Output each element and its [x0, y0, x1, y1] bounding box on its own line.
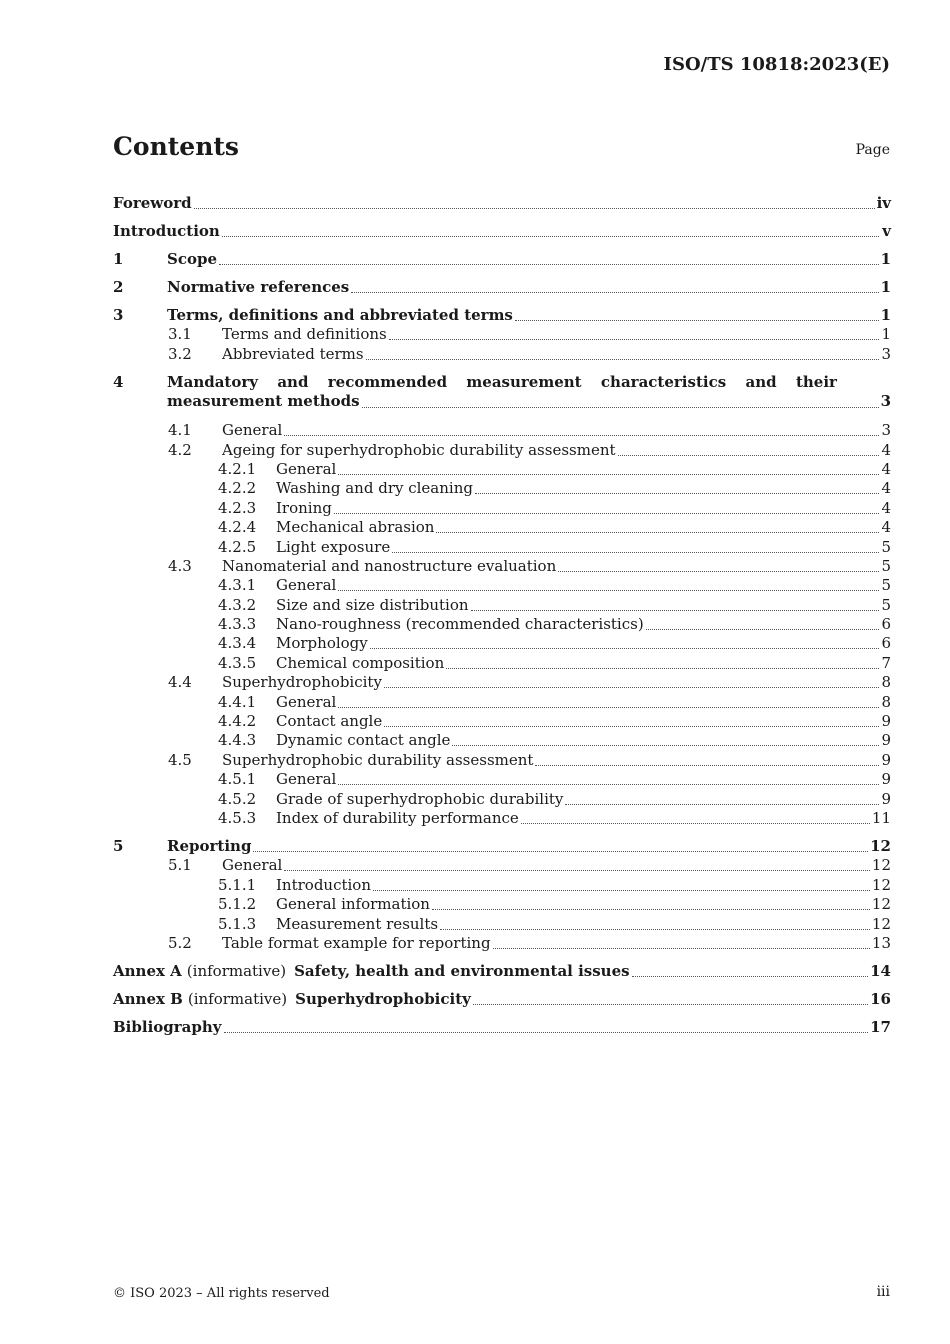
leader-dots [338, 707, 879, 708]
toc-page: 9 [881, 750, 891, 769]
toc-title: measurement methods [167, 392, 360, 411]
annex-kind: (informative) [186, 961, 287, 980]
leader-dots [493, 948, 870, 949]
leader-dots [284, 870, 870, 871]
toc-entry-4-2-4[interactable] [113, 518, 891, 537]
leader-dots [436, 532, 879, 533]
toc-entry-bibliography[interactable] [113, 1009, 891, 1037]
toc-title: General [276, 770, 337, 789]
toc-title: Washing and dry cleaning [276, 479, 473, 498]
toc-page: 13 [871, 933, 891, 952]
toc-title: Safety, health and environmental issues [294, 961, 630, 980]
annex-kind: (informative) [187, 989, 288, 1008]
toc-page: 12 [870, 836, 891, 855]
toc-page: iv [876, 194, 891, 212]
toc-entry-5-2[interactable] [113, 934, 891, 953]
leader-dots [338, 784, 879, 785]
toc-entry-4-2[interactable] [113, 440, 891, 459]
leader-dots [646, 629, 879, 630]
leader-dots [366, 359, 879, 360]
toc-number: 4.2.1 [218, 459, 257, 478]
toc-entry-normative-references[interactable] [113, 269, 891, 297]
leader-dots [284, 435, 879, 436]
toc-entry-4-2-5[interactable] [113, 537, 891, 556]
toc-page: 4 [881, 440, 891, 459]
toc-title: Nano-roughness (recommended characteristics) [276, 615, 644, 634]
toc-entry-5-1[interactable] [113, 856, 891, 875]
toc-entry-4-4-3[interactable] [113, 731, 891, 750]
toc-entry-foreword[interactable] [113, 185, 891, 213]
toc-page: 4 [881, 498, 891, 517]
toc-page: 9 [881, 770, 891, 789]
toc-page: 12 [871, 895, 891, 914]
toc-title: Grade of superhydrophobic durability [276, 789, 564, 808]
toc-page: 3 [881, 421, 891, 440]
toc-entry-4-5-1[interactable] [113, 770, 891, 789]
toc-page: 12 [871, 856, 891, 875]
annex-label: Annex B [113, 989, 183, 1008]
toc-number: 5 [113, 836, 124, 855]
toc-entry-4-5-2[interactable] [113, 789, 891, 808]
toc-title: Index of durability performance [276, 808, 519, 827]
toc-page: 16 [870, 989, 891, 1008]
toc-number: 4.5 [168, 750, 192, 769]
toc-page: 1 [881, 325, 891, 344]
leader-dots [452, 745, 879, 746]
toc-number: 5.2 [168, 933, 192, 952]
toc-number: 5.1 [168, 856, 192, 875]
toc-number: 4.3.2 [218, 595, 257, 614]
toc-entry-4-3-3[interactable] [113, 615, 891, 634]
leader-dots [334, 513, 879, 514]
toc-page: 12 [871, 914, 891, 933]
toc-title-word: and [745, 372, 777, 391]
toc-number: 4 [113, 372, 124, 391]
toc-title: Introduction [113, 222, 220, 240]
leader-dots [373, 890, 870, 891]
leader-dots [389, 339, 879, 340]
toc-title: Foreword [113, 194, 192, 212]
toc-page: 9 [881, 712, 891, 731]
toc-entry-4-4-1[interactable] [113, 692, 891, 711]
toc-number: 4.3.4 [218, 634, 257, 653]
toc-entry-4-4-2[interactable] [113, 712, 891, 731]
leader-dots [632, 976, 869, 977]
toc-page: 8 [881, 692, 891, 711]
leader-dots [558, 571, 879, 572]
toc-title-word: recommended [327, 372, 448, 391]
toc-title: Morphology [276, 634, 368, 653]
toc-page: 5 [881, 595, 891, 614]
toc-number: 4.3.3 [218, 615, 257, 634]
toc-title-line-2 [167, 392, 891, 412]
leader-dots [224, 1032, 869, 1033]
toc-number: 4.4.3 [218, 731, 257, 750]
toc-entry-introduction[interactable] [113, 213, 891, 241]
toc-entry-4-5-3[interactable] [113, 809, 891, 828]
leader-dots [440, 929, 870, 930]
toc-page: v [882, 222, 891, 240]
annex-label: Annex A [113, 961, 182, 980]
toc-title: General [222, 421, 283, 440]
toc-title-word: and [277, 372, 309, 391]
toc-entry-4-3-2[interactable] [113, 595, 891, 614]
toc-title: Chemical composition [276, 653, 445, 672]
toc-page: 6 [881, 615, 891, 634]
toc-number: 4.2.2 [218, 479, 257, 498]
toc-title-word: Mandatory [167, 372, 258, 391]
toc-entry-measurement[interactable] [113, 373, 891, 421]
toc-number: 4.2.4 [218, 518, 257, 537]
toc-entry-4-3[interactable] [113, 557, 891, 576]
toc-number: 4.5.2 [218, 789, 257, 808]
toc-entry-4-3-4[interactable] [113, 634, 891, 653]
toc-title-line-1 [167, 373, 837, 393]
toc-title-word: their [795, 372, 837, 391]
toc-page: 8 [881, 673, 891, 692]
toc-title: Table format example for reporting [222, 933, 491, 952]
toc-number: 1 [113, 250, 124, 268]
toc-title: Abbreviated terms [222, 344, 364, 363]
toc-page: 1 [880, 278, 891, 296]
toc-page: 7 [881, 653, 891, 672]
toc-number: 3.1 [168, 325, 192, 344]
toc-title: Mechanical abrasion [276, 518, 435, 537]
toc-page: 14 [870, 961, 891, 980]
toc-title: Light exposure [276, 537, 391, 556]
toc-entry-3-2[interactable] [113, 344, 891, 363]
toc-entry-4-5[interactable] [113, 750, 891, 769]
toc-page: 9 [881, 731, 891, 750]
leader-dots [370, 648, 879, 649]
toc-page: 6 [881, 634, 891, 653]
leader-dots [618, 455, 879, 456]
leader-dots [362, 407, 879, 408]
toc-title: Ironing [276, 498, 332, 517]
toc-number: 2 [113, 278, 124, 296]
toc-entry-annex-b[interactable] [113, 981, 891, 1009]
copyright-notice: © ISO 2023 – All rights reserved [113, 1286, 330, 1301]
toc-number: 4.1 [168, 421, 192, 440]
toc-number: 4.2.3 [218, 498, 257, 517]
toc-title: General [276, 692, 337, 711]
toc-title: General [276, 459, 337, 478]
toc-title: Measurement results [276, 914, 439, 933]
leader-dots [253, 851, 868, 852]
toc-title: Superhydrophobicity [222, 673, 382, 692]
toc-page: 3 [880, 392, 891, 411]
toc-title: General [276, 576, 337, 595]
toc-number: 4.3.1 [218, 576, 257, 595]
toc-entry-terms[interactable] [113, 297, 891, 325]
toc-title: Ageing for superhydrophobic durability assessment [222, 440, 616, 459]
leader-dots [222, 236, 879, 237]
toc-entry-4-2-2[interactable] [113, 479, 891, 498]
leader-dots [521, 823, 870, 824]
leader-dots [473, 1004, 868, 1005]
toc-number: 4.5.3 [218, 808, 257, 827]
toc-number: 4.4.2 [218, 712, 257, 731]
leader-dots [432, 909, 870, 910]
leader-dots [446, 668, 879, 669]
toc-number: 4.3 [168, 556, 192, 575]
leader-dots [351, 292, 878, 293]
page-title: Contents [113, 132, 240, 161]
toc-number: 4.2.5 [218, 537, 257, 556]
page-column-label: Page [855, 142, 890, 158]
toc-entry-annex-a[interactable] [113, 953, 891, 981]
toc-title: Terms and definitions [222, 325, 387, 344]
leader-dots [338, 590, 879, 591]
leader-dots [384, 726, 879, 727]
toc-title-word: characteristics [600, 372, 727, 391]
toc-page: 1 [880, 306, 891, 324]
toc-page: 4 [881, 479, 891, 498]
leader-dots [194, 208, 875, 209]
table-of-contents [113, 185, 891, 1037]
toc-title: General [222, 856, 283, 875]
toc-title: Normative references [167, 278, 350, 296]
toc-entry-reporting[interactable] [113, 828, 891, 856]
toc-title: Scope [167, 250, 218, 268]
leader-dots [565, 804, 879, 805]
toc-entry-3-1[interactable] [113, 325, 891, 344]
leader-dots [338, 474, 879, 475]
toc-number: 3.2 [168, 344, 192, 363]
toc-title: Introduction [276, 875, 371, 894]
document-id: ISO/TS 10818:2023(E) [663, 54, 890, 75]
toc-entry-4-3-5[interactable] [113, 653, 891, 672]
toc-entry-5-1-3[interactable] [113, 914, 891, 933]
toc-number: 5.1.1 [218, 875, 257, 894]
toc-number: 4.5.1 [218, 770, 257, 789]
leader-dots [384, 687, 879, 688]
toc-number: 4.2 [168, 440, 192, 459]
toc-entry-5-1-1[interactable] [113, 875, 891, 894]
toc-title: Size and size distribution [276, 595, 469, 614]
toc-page: 9 [881, 789, 891, 808]
toc-entry-4-2-1[interactable] [113, 460, 891, 479]
toc-entry-4-3-1[interactable] [113, 576, 891, 595]
toc-page: 5 [881, 576, 891, 595]
toc-title: Bibliography [113, 1017, 222, 1036]
toc-number: 5.1.2 [218, 895, 257, 914]
toc-entry-scope[interactable] [113, 241, 891, 269]
toc-title: Reporting [167, 836, 252, 855]
toc-page: 12 [871, 875, 891, 894]
leader-dots [471, 610, 879, 611]
toc-number: 3 [113, 306, 124, 324]
toc-entry-4-1[interactable] [113, 421, 891, 440]
leader-dots [515, 320, 879, 321]
toc-number: 4.4 [168, 673, 192, 692]
toc-title: Nanomaterial and nanostructure evaluation [222, 556, 557, 575]
leader-dots [392, 552, 879, 553]
leader-dots [219, 264, 879, 265]
leader-dots [475, 493, 879, 494]
toc-title: Dynamic contact angle [276, 731, 451, 750]
toc-title-word: measurement [466, 372, 582, 391]
toc-entry-5-1-2[interactable] [113, 895, 891, 914]
toc-number: 4.4.1 [218, 692, 257, 711]
toc-page: 1 [880, 250, 891, 268]
toc-title: General information [276, 895, 430, 914]
toc-page: 5 [881, 537, 891, 556]
toc-page: 17 [870, 1017, 891, 1036]
toc-entry-4-4[interactable] [113, 673, 891, 692]
page-number: iii [876, 1284, 890, 1300]
toc-title: Superhydrophobicity [295, 989, 471, 1008]
toc-page: 4 [881, 518, 891, 537]
toc-title: Superhydrophobic durability assessment [222, 750, 534, 769]
toc-page: 3 [881, 344, 891, 363]
toc-title: Terms, definitions and abbreviated terms [167, 306, 513, 324]
toc-number: 5.1.3 [218, 914, 257, 933]
toc-page: 11 [871, 808, 891, 827]
toc-title: Contact angle [276, 712, 383, 731]
toc-number: 4.3.5 [218, 653, 257, 672]
toc-page: 4 [881, 459, 891, 478]
leader-dots [535, 765, 879, 766]
toc-page: 5 [881, 556, 891, 575]
toc-entry-4-2-3[interactable] [113, 498, 891, 517]
